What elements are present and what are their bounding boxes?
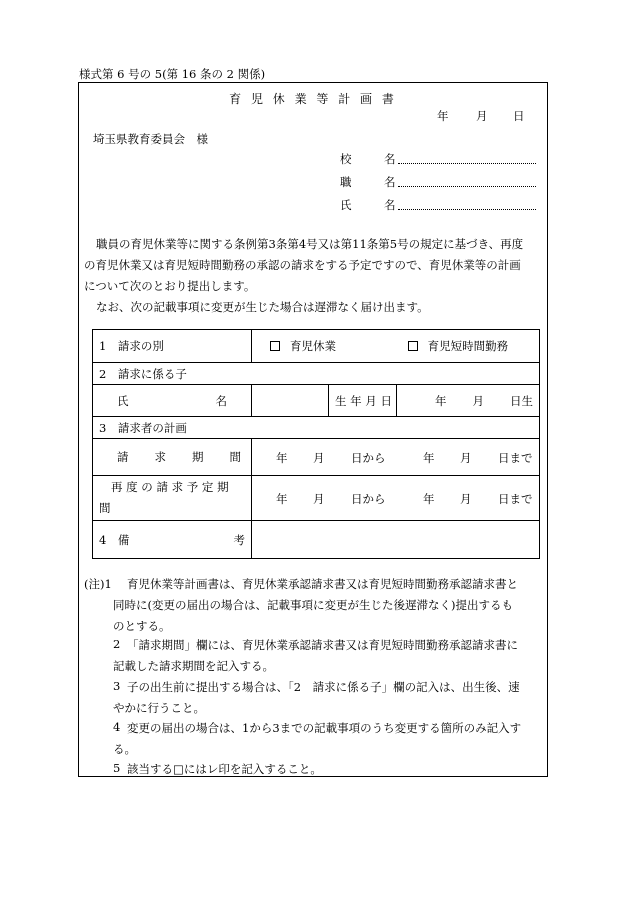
remarks-label: [93, 521, 252, 559]
checkbox-childcare-leave[interactable]: [270, 341, 280, 351]
table-row: [93, 417, 540, 439]
period-from-day-label: 日から: [351, 451, 386, 465]
period-label-char4: 間: [229, 450, 241, 464]
note4-line1: 変更の届出の場合は、1から3までの記載事項のうち変更する箇所のみ記入す: [127, 721, 522, 735]
replan-to-day-label: 日まで: [498, 492, 533, 506]
period-label-char3: 期: [192, 450, 204, 464]
plan-section-label-text: 3 請求者の計画: [99, 420, 187, 435]
remarks-input[interactable]: [252, 521, 540, 559]
plan-section-label: [93, 417, 540, 439]
replan-period-label-line1: 再 度 の 請 求 予 定 期: [111, 480, 229, 494]
person-name-line[interactable]: [398, 197, 536, 210]
table-row: [93, 476, 540, 521]
birth-day-label: 日生: [510, 393, 533, 408]
option-short-hours[interactable]: [408, 338, 509, 354]
remarks-label-start: 4 備: [99, 532, 130, 547]
period-label-char2: 求: [154, 450, 166, 464]
date-day-label: 日: [513, 109, 525, 123]
birthdate-input[interactable]: [397, 385, 540, 417]
document-title: 育 児 休 業 等 計 画 書: [229, 92, 397, 106]
table-row: [93, 439, 540, 476]
note5-prefix: 5: [113, 761, 121, 775]
date-month-label: 月: [476, 109, 488, 123]
school-label: 校: [340, 152, 352, 166]
period-to-year-label: 年: [423, 451, 435, 465]
replan-period-label-line2: 間: [99, 501, 111, 515]
position-label: 職: [340, 175, 352, 189]
note1-line3: のとする。: [113, 619, 171, 633]
table-row: [93, 330, 540, 363]
request-type-options: [252, 330, 540, 363]
remarks-label-end: 考: [233, 532, 245, 547]
child-section-label-text: 2 請求に係る子: [99, 366, 187, 381]
addressee: 埼玉県教育委員会 様: [93, 132, 208, 146]
replan-from-month-label: 月: [313, 492, 325, 506]
request-period-input[interactable]: [252, 439, 540, 476]
note1-line1: 育児休業等計画書は、育児休業承認請求書又は育児短時間勤務承認請求書と: [127, 577, 518, 591]
replan-from-year-label: 年: [276, 492, 288, 506]
request-type-label-text: 1 請求の別: [99, 339, 164, 353]
school-name-suffix: 名: [384, 152, 396, 166]
request-type-label: [93, 330, 252, 363]
child-name-label-char1: 氏: [117, 393, 129, 408]
table-row: [93, 385, 540, 417]
form-number-label: 様式第 6 号の 5(第 16 条の 2 関係): [79, 67, 266, 81]
position-name-suffix: 名: [384, 175, 396, 189]
option-childcare-leave[interactable]: [270, 338, 400, 354]
replan-from-day-label: 日から: [351, 492, 386, 506]
replan-period-label: [93, 476, 252, 521]
replan-period-input[interactable]: [252, 476, 540, 521]
period-from-month-label: 月: [313, 451, 325, 465]
period-to-day-label: 日まで: [498, 451, 533, 465]
school-name-line[interactable]: [398, 151, 536, 164]
person-name-suffix: 名: [384, 198, 396, 212]
note3-prefix: 3: [113, 679, 121, 693]
note4-line2: る。: [113, 742, 136, 756]
date-year-label: 年: [437, 109, 449, 123]
child-section-label: [93, 363, 540, 385]
position-name-line[interactable]: [398, 174, 536, 187]
notice-paragraph: なお、次の記載事項に変更が生じた場合は遅滞なく届け出ます。: [96, 300, 429, 314]
note3-line1: 子の出生前に提出する場合は、「2 請求に係る子」欄の記入は、出生後、速: [127, 680, 520, 694]
body-paragraph-line2: の育児休業又は育児短時間勤務の承認の請求をする予定ですので、育児休業等の計画: [84, 258, 521, 272]
note5-line1: 該当する□にはレ印を記入すること。: [127, 762, 322, 776]
table-row: [93, 363, 540, 385]
request-period-label: [93, 439, 252, 476]
child-name-input[interactable]: [252, 385, 329, 417]
birth-month-label: 月: [472, 393, 484, 408]
replan-to-month-label: 月: [460, 492, 472, 506]
note2-line2: 記載した請求期間を記入する。: [113, 659, 274, 673]
note2-line1: 「請求期間」欄には、育児休業承認請求書又は育児短時間勤務承認請求書に: [127, 638, 518, 652]
body-paragraph-line3: について次のとおり提出します。: [84, 279, 256, 293]
checkbox-short-hours[interactable]: [408, 341, 418, 351]
child-name-label: [93, 385, 252, 417]
table-row: [93, 521, 540, 559]
replan-to-year-label: 年: [423, 492, 435, 506]
note3-line2: やかに行うこと。: [113, 701, 205, 715]
option-childcare-leave-text: 育児休業: [290, 339, 336, 353]
body-paragraph-line1: 職員の育児休業等に関する条例第3条第4号又は第11条第5号の規定に基づき、再度: [96, 237, 524, 251]
birthdate-label-text: 生 年 月 日: [335, 393, 392, 408]
note4-prefix: 4: [113, 720, 121, 734]
period-label-char1: 請: [117, 450, 129, 464]
note2-prefix: 2: [113, 637, 121, 651]
birthdate-label: [329, 385, 397, 417]
period-from-year-label: 年: [276, 451, 288, 465]
request-table: [92, 329, 540, 559]
note1-line2: 同時に(変更の届出の場合は、記載事項に変更が生じた後遅滞なく)提出するも: [113, 598, 513, 612]
person-label: 氏: [340, 198, 352, 212]
birth-year-label: 年: [435, 393, 447, 408]
option-short-hours-text: 育児短時間勤務: [427, 339, 509, 353]
child-name-label-char2: 名: [215, 393, 227, 408]
period-to-month-label: 月: [460, 451, 472, 465]
note1-prefix: (注)1: [84, 577, 112, 591]
